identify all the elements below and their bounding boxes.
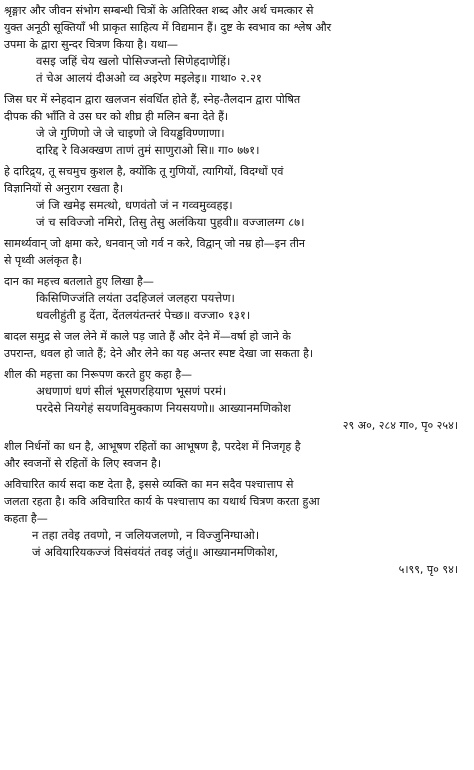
text-line: उपरान्त, धवल हो जाते हैं; देने और लेने का यह अन्तर स्पष्ट देखा जा सकता है। — [4, 347, 314, 360]
text-line: जं च सविज्जो नमिरो, तिसु तेसु अलंकिया पुहवी॥ वज्जालग्ग ८७। — [36, 215, 305, 229]
text-line: बादल समुद्र से जल लेने में काले पड़ जाते हैं और देने में—वर्षा हो जाने के — [4, 330, 291, 343]
text-line: न तहा तवेइ तवणो, न जलियजलणो, न विज्जुनिग्घाओ। — [32, 528, 260, 542]
text-line: जे जे गुणिणो जे जे चाइणो जे वियड्ढविण्णाणा। — [36, 126, 225, 140]
text-line: सामर्थ्यवान् जो क्षमा करे, धनवान् जो गर्व न करे, विद्वान् जो नम्र हो—इन तीन — [4, 237, 305, 250]
text-line: २९ अ०, २८४ गा०, पृ० २५४। — [342, 419, 458, 432]
text-line: श्रृङ्गार और जीवन संभोग सम्बन्धी चित्रों के अतिरिक्त शब्द और अर्थ चमत्कार से — [4, 4, 314, 17]
text-line: अविचारित कार्य सदा कष्ट देता है, इससे व्यक्ति का मन सदैव पश्चात्ताप से — [4, 478, 294, 491]
text-line: वसइ जहिं चेय खलो पोसिज्जन्तो सिणेहदाणेहिं। — [36, 54, 231, 68]
text-line: परदेसे नियगेहं सयणविमुक्काण नियसयणो॥ आख्यानमणिकोश — [36, 401, 291, 415]
text-line: शील निर्धनों का धन है, आभूषण रहितों का आभूषण है, परदेश में निजगृह है — [4, 440, 301, 453]
text-line: हे दारिद्र्य, तू सचमुच कुशल है, क्योंकि तू गुणियों, त्यागियों, विदग्धों एवं — [4, 165, 284, 178]
text-line: कहता है— — [4, 512, 48, 525]
text-line: जिस घर में स्नेहदान द्वारा खलजन संवर्धित होते हैं, स्नेह-तैलदान द्वारा पोषित — [4, 93, 301, 106]
text-line: तं चेअ आलयं दीअओ व्व अइरेण मइलेइ॥ गाथा० २.२१ — [36, 71, 262, 85]
text-line: जं जि खमेइ समत्थो, धणवंतो जं न गव्वमुव्वहइ। — [36, 198, 233, 212]
text-line: किसिणिज्जंति लयंता उदहिजलं जलहरा पयत्तेण। — [36, 291, 235, 305]
text-line: से पृथ्वी अलंकृत है। — [4, 254, 82, 267]
text-line: जं अवियारियकज्जं विसंवयंतं तवइ जंतुं॥ आख्यानमणिकोश, — [32, 545, 279, 559]
text-line: ५।९९, पृ० ९४। — [398, 563, 458, 576]
text-line: दीपक की भाँति वे उस घर को शीघ्र ही मलिन बना देते हैं। — [4, 110, 229, 123]
text-line: युक्त अनूठी सूक्तियाँ भी प्राकृत साहित्य में विद्यमान हैं। दुष्ट के स्वभाव का श्लेष और — [4, 21, 332, 34]
text-line: शील की महत्ता का निरूपण करते हुए कहा है— — [4, 368, 193, 381]
text-line: जलता रहता है। कवि अविचारित कार्य के पश्चात्ताप का यथार्थ चित्रण करता हुआ — [4, 495, 320, 508]
text-line: विज्ञानियों से अनुराग रखता है। — [4, 182, 124, 195]
text-line: उपमा के द्वारा सुन्दर चित्रण किया है। यथा— — [4, 38, 178, 51]
text-line: दान का महत्त्व बतलाते हुए लिखा है— — [4, 275, 154, 288]
text-line: दारिद्द रे विअक्खण ताणं तुमं साणुराओ सि॥ गा० ७७१। — [36, 143, 260, 157]
text-line: धवलीहुंती हु देंता, देंतलयंतन्तरं पेच्छ॥ वज्जा० १३१। — [36, 308, 251, 322]
text-line: और स्वजनों से रहितों के लिए स्वजन है। — [4, 457, 161, 470]
text-line: अधणाणं धणं सीलं भूसणरहियाण भूसणं परमं। — [36, 384, 227, 398]
